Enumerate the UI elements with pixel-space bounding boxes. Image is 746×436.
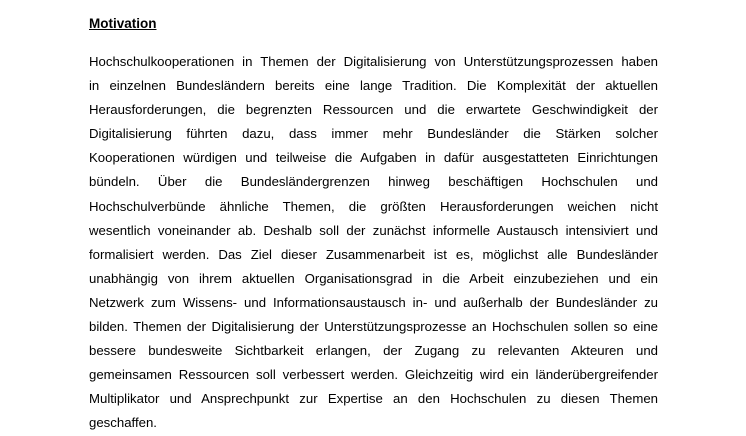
paragraph-line: wesentlich voneinander ab. Deshalb soll der zunächst informelle Austausch intensiviert und [89, 222, 658, 238]
paragraph-line: unabhängig von ihrem aktuellen Organisationsgrad in die Arbeit einzubeziehen und ein [89, 270, 658, 286]
section-heading: Motivation [89, 16, 157, 31]
paragraph-line: Multiplikator und Ansprechpunkt zur Expertise an den Hochschulen zu diesen Themen [89, 391, 658, 407]
paragraph-line: formalisiert werden. Das Ziel dieser Zusammenarbeit ist es, möglichst alle Bundesländer [89, 246, 658, 262]
paragraph-line: bessere bundesweite Sichtbarkeit erlangen, der Zugang zu relevanten Akteuren und [89, 343, 658, 359]
paragraph-line: bündeln. Über die Bundesländergrenzen hinweg beschäftigen Hochschulen und [89, 174, 658, 190]
paragraph-line: Herausforderungen, die begrenzten Ressourcen und die erwartete Geschwindigkeit der [89, 102, 658, 118]
paragraph-line: geschaffen. [89, 415, 157, 431]
paragraph-line: Hochschulkooperationen in Themen der Digitalisierung von Unterstützungsprozessen haben [89, 54, 658, 69]
paragraph-line: Netzwerk zum Wissens- und Informationsaustausch in- und außerhalb der Bundesländer zu [89, 294, 658, 310]
body-paragraph [89, 50, 658, 436]
paragraph-line: bilden. Themen der Digitalisierung der Unterstützungsprozesse an Hochschulen sollen so eine [89, 319, 658, 335]
paragraph-line: gemeinsamen Ressourcen soll verbessert werden. Gleichzeitig wird ein länderübergreifender [89, 367, 658, 383]
paragraph-line: Digitalisierung führten dazu, dass immer mehr Bundesländer die Stärken solcher [89, 126, 658, 142]
paragraph-line: in einzelnen Bundesländern bereits eine lange Tradition. Die Komplexität der aktuellen [89, 78, 658, 94]
paragraph-line: Kooperationen würdigen und teilweise die Aufgaben in dafür ausgestatteten Einrichtungen [89, 150, 658, 166]
paragraph-line: Hochschulverbünde ähnliche Themen, die größten Herausforderungen weichen nicht [89, 198, 658, 214]
